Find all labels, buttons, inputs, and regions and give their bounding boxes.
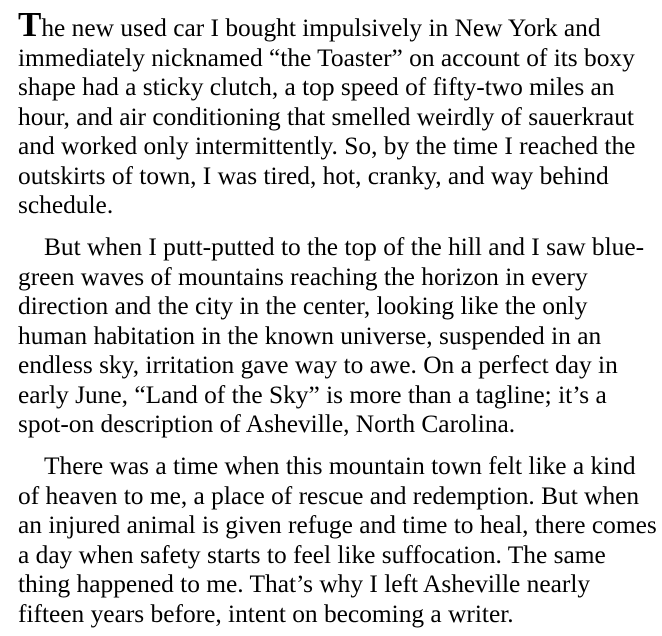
text-line: There was a time when this mountain town felt like a kind bbox=[44, 452, 636, 480]
text-line: human habitation in the known universe, suspended in an bbox=[18, 321, 602, 350]
text-line: green waves of mountains reaching the horizon in every bbox=[18, 262, 588, 291]
text-line: shape had a sticky clutch, a top speed of fifty-two miles an bbox=[18, 73, 615, 101]
text-line: immediately nicknamed “the Toaster” on account of its boxy bbox=[18, 43, 635, 72]
text-line: and worked only intermittently. So, by the time I reached the bbox=[18, 132, 636, 160]
text-line bbox=[18, 5, 635, 44]
text-line: an injured animal is given refuge and time to heal, there comes bbox=[18, 511, 657, 539]
text-line: fifteen years before, intent on becoming a writer. bbox=[18, 599, 514, 628]
text-line: spot-on description of Asheville, North Carolina. bbox=[18, 410, 516, 438]
text-line: But when I putt-putted to the top of the hill and I saw blue- bbox=[44, 233, 645, 261]
paragraph-3 bbox=[18, 452, 657, 629]
text-line: hour, and air conditioning that smelled weirdly of sauerkraut bbox=[18, 102, 634, 131]
paragraph-1 bbox=[18, 5, 636, 221]
drop-cap: T bbox=[18, 5, 42, 44]
text-line: early June, “Land of the Sky” is more than a tagline; it’s a bbox=[18, 380, 607, 409]
paragraph-2 bbox=[18, 233, 644, 440]
line-text: he new used car I bought impulsively in New York and bbox=[41, 14, 601, 42]
text-line: schedule. bbox=[18, 191, 114, 219]
text-line: outskirts of town, I was tired, hot, cranky, and way behind bbox=[18, 161, 609, 190]
text-line: endless sky, irritation gave way to awe. On a perfect day in bbox=[18, 351, 618, 379]
text-line: of heaven to me, a place of rescue and redemption. But when bbox=[18, 481, 640, 510]
text-line: direction and the city in the center, looking like the only bbox=[18, 292, 588, 320]
text-line: a day when safety starts to feel like suffocation. The same bbox=[18, 540, 606, 569]
text-line: thing happened to me. That’s why I left Asheville nearly bbox=[18, 570, 591, 598]
